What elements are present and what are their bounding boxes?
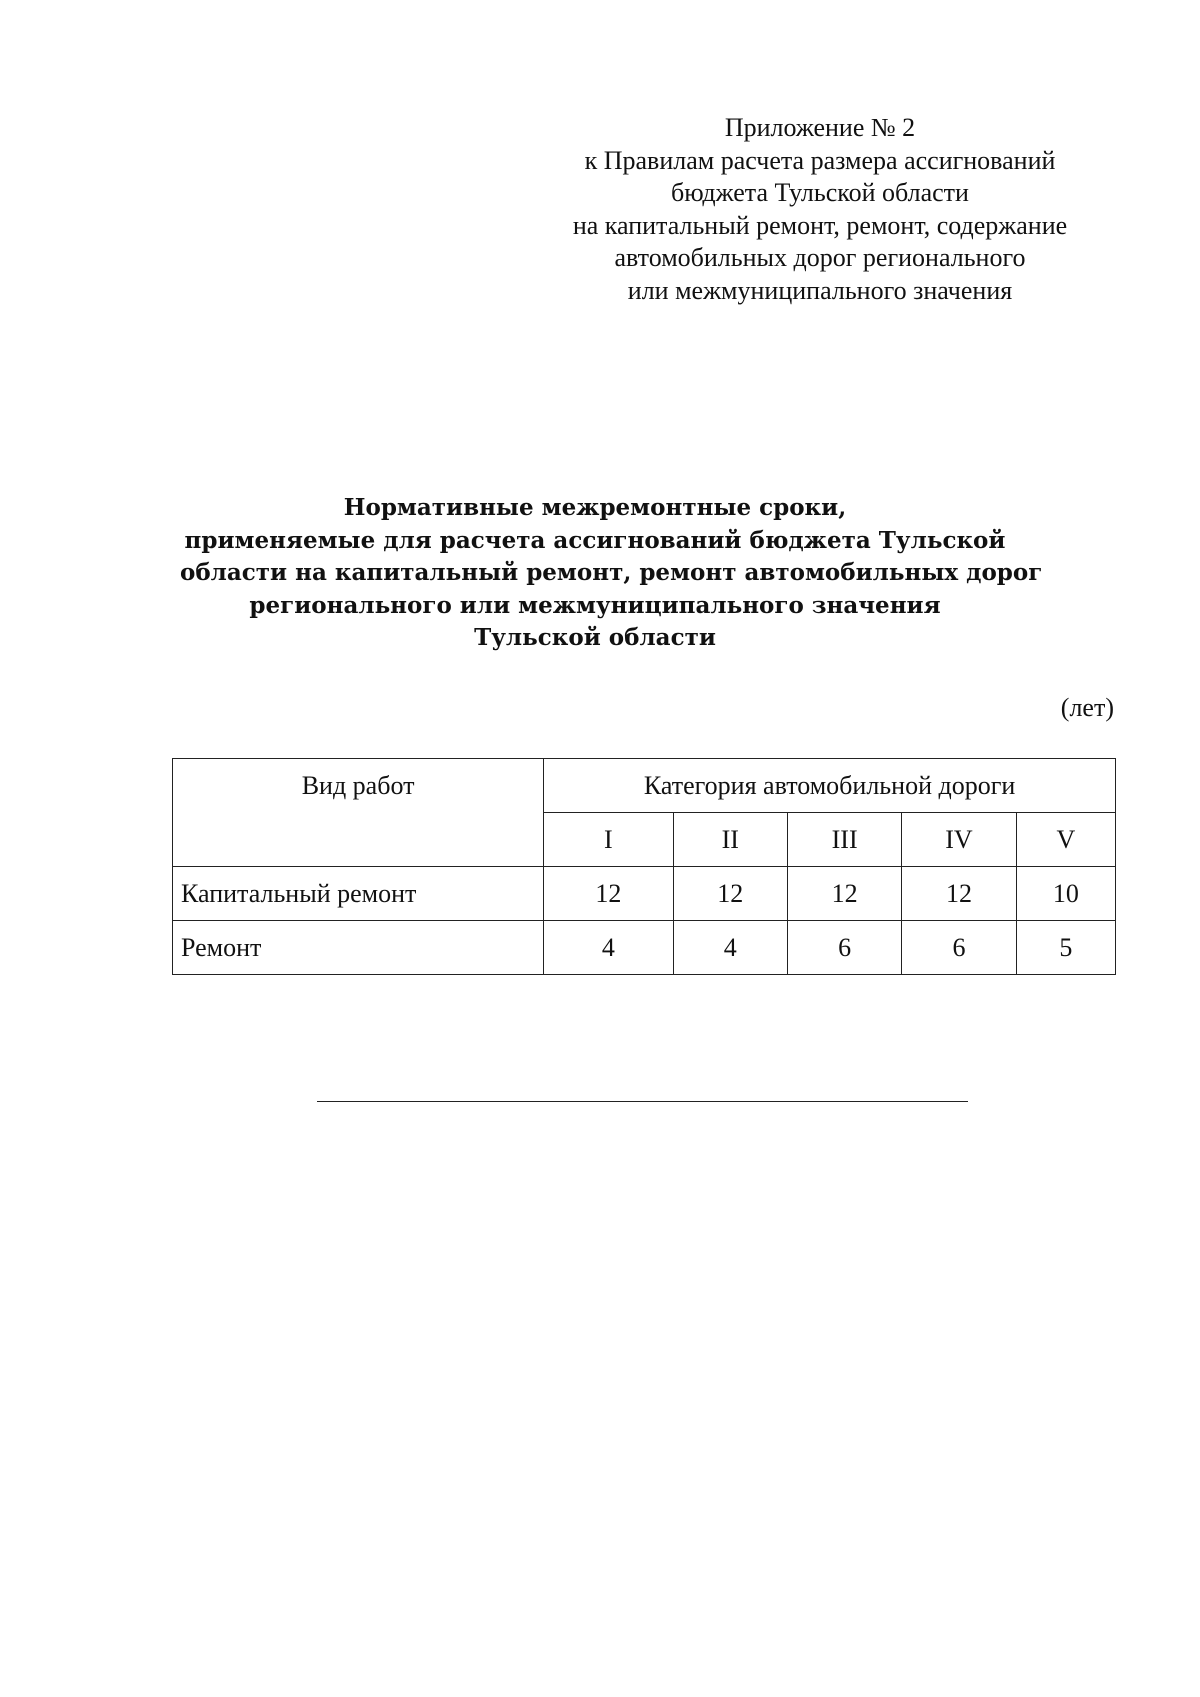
- appendix-line: бюджета Тульской области: [671, 178, 969, 207]
- category-cell: II: [673, 813, 787, 867]
- title-line: Тульской области: [474, 624, 716, 651]
- category-cell: I: [544, 813, 673, 867]
- table-row: [173, 867, 1116, 921]
- category-cell: III: [787, 813, 901, 867]
- document-title: [180, 492, 1043, 655]
- appendix-line: к Правилам расчета размера ассигнований: [584, 145, 1056, 175]
- appendix-line: или межмуниципального значения: [627, 275, 1013, 305]
- table-cell: 6: [787, 921, 901, 975]
- row-label: Ремонт: [173, 921, 544, 975]
- table-cell: 12: [544, 867, 673, 921]
- category-cell: IV: [902, 813, 1016, 867]
- appendix-line: на капитальный ремонт, ремонт, содержание: [572, 210, 1068, 240]
- table-cell: 5: [1016, 921, 1115, 975]
- units-label: (лет): [1060, 693, 1114, 722]
- table-cell: 6: [902, 921, 1016, 975]
- table-cell: 10: [1016, 867, 1115, 921]
- category-header: Категория автомобильной дороги: [544, 759, 1116, 813]
- title-line: Нормативные межремонтные сроки,: [343, 494, 847, 521]
- table-cell: 12: [673, 867, 787, 921]
- table-row: [173, 921, 1116, 975]
- title-line: области на капитальный ремонт, ремонт автомобильных дорог: [180, 559, 1043, 586]
- appendix-line: автомобильных дорог регионального: [614, 243, 1026, 272]
- title-line: применяемые для расчета ассигнований бюджета Тульской: [184, 526, 1006, 554]
- table-cell: 12: [902, 867, 1016, 921]
- row-label: Капитальный ремонт: [173, 867, 544, 921]
- title-line: регионального или межмуниципального значения: [249, 591, 941, 619]
- closing-divider: [317, 1101, 968, 1102]
- appendix-header: [530, 112, 1110, 307]
- norms-table: [172, 758, 1116, 975]
- work-type-header: Вид работ: [173, 759, 544, 867]
- table-cell: 4: [673, 921, 787, 975]
- appendix-line: Приложение № 2: [724, 113, 916, 142]
- table-cell: 4: [544, 921, 673, 975]
- table-header-row: [173, 759, 1116, 813]
- table-cell: 12: [787, 867, 901, 921]
- category-cell: V: [1016, 813, 1115, 867]
